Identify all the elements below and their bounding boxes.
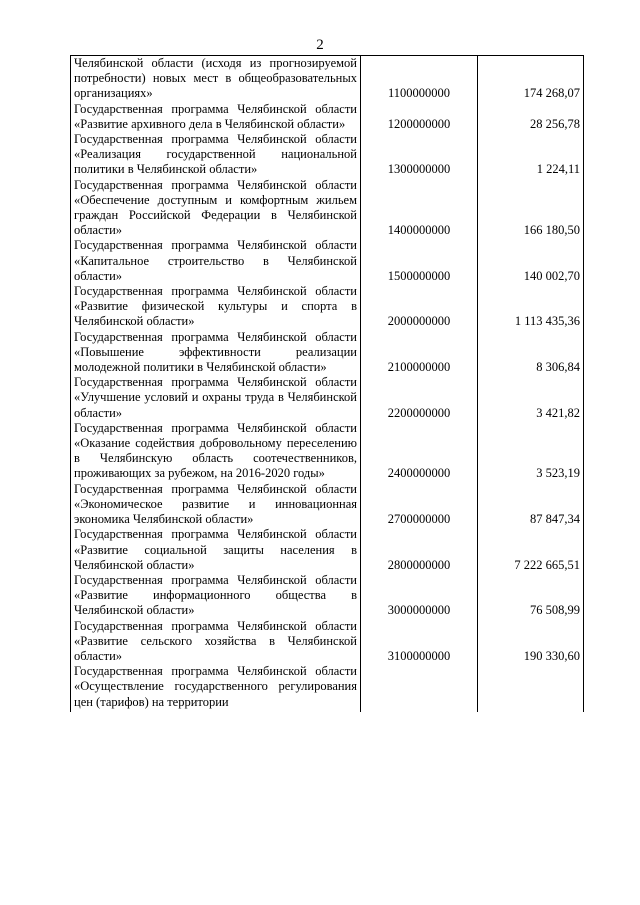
table-row — [71, 527, 584, 573]
program-amount: 1 224,11 — [478, 132, 584, 178]
program-amount: 87 847,34 — [478, 482, 584, 528]
program-name: Государственная программа Челябинской области «Развитие сельского хозяйства в Челябинской области» — [71, 619, 361, 665]
program-amount: 28 256,78 — [478, 102, 584, 132]
table-row — [71, 482, 584, 528]
program-code: 2100000000 — [361, 330, 478, 376]
table-row — [71, 132, 584, 178]
program-amount — [478, 664, 584, 712]
table-row — [71, 330, 584, 376]
program-amount: 8 306,84 — [478, 330, 584, 376]
program-code: 3100000000 — [361, 619, 478, 665]
table-row — [71, 573, 584, 619]
table-row — [71, 56, 584, 102]
program-code: 2200000000 — [361, 375, 478, 421]
program-name: Государственная программа Челябинской области «Повышение эффективности реализации молодежной политики в Челябинской области» — [71, 330, 361, 376]
program-code: 2800000000 — [361, 527, 478, 573]
program-amount: 76 508,99 — [478, 573, 584, 619]
budget-table-body — [71, 56, 584, 712]
program-name: Государственная программа Челябинской области «Капитальное строительство в Челябинской области» — [71, 238, 361, 284]
table-row — [71, 421, 584, 482]
program-name: Государственная программа Челябинской области «Улучшение условий и охраны труда в Челябинской области» — [71, 375, 361, 421]
program-code: 1500000000 — [361, 238, 478, 284]
program-code: 2700000000 — [361, 482, 478, 528]
program-code — [361, 664, 478, 712]
page-number: 2 — [316, 37, 324, 53]
program-amount: 3 421,82 — [478, 375, 584, 421]
program-code: 2000000000 — [361, 284, 478, 330]
program-name: Государственная программа Челябинской области «Развитие физической культуры и спорта в Челябинской области» — [71, 284, 361, 330]
program-name: Государственная программа Челябинской области «Реализация государственной национальной политики в Челябинской области» — [71, 132, 361, 178]
table-row — [71, 102, 584, 132]
program-amount: 3 523,19 — [478, 421, 584, 482]
table-row — [71, 238, 584, 284]
program-name: Государственная программа Челябинской области «Экономическое развитие и инновационная экономика Челябинской области» — [71, 482, 361, 528]
program-amount: 1 113 435,36 — [478, 284, 584, 330]
program-name: Государственная программа Челябинской области «Развитие социальной защиты населения в Челябинской области» — [71, 527, 361, 573]
program-name: Государственная программа Челябинской области «Обеспечение доступным и комфортным жильем граждан Российской Федерации в Челябинской области» — [71, 178, 361, 239]
table-row — [71, 284, 584, 330]
program-name: Государственная программа Челябинской области «Оказание содействия добровольному переселению в Челябинскую область соотечественников, проживающих за рубежом, на 2016-2020 годы» — [71, 421, 361, 482]
table-row — [71, 375, 584, 421]
program-amount: 7 222 665,51 — [478, 527, 584, 573]
program-code: 3000000000 — [361, 573, 478, 619]
program-name: Челябинской области (исходя из прогнозируемой потребности) новых мест в общеобразовательных организациях» — [71, 56, 361, 102]
program-amount: 140 002,70 — [478, 238, 584, 284]
program-name: Государственная программа Челябинской области «Развитие архивного дела в Челябинской области» — [71, 102, 361, 132]
program-code: 2400000000 — [361, 421, 478, 482]
program-amount: 174 268,07 — [478, 56, 584, 102]
table-row — [71, 178, 584, 239]
program-amount: 166 180,50 — [478, 178, 584, 239]
program-code: 1400000000 — [361, 178, 478, 239]
program-code: 1200000000 — [361, 102, 478, 132]
table-row — [71, 664, 584, 712]
program-name: Государственная программа Челябинской области «Развитие информационного общества в Челябинской области» — [71, 573, 361, 619]
budget-table — [70, 55, 584, 712]
program-name: Государственная программа Челябинской области «Осуществление государственного регулирования цен (тарифов) на территории — [71, 664, 361, 712]
program-code: 1300000000 — [361, 132, 478, 178]
table-row — [71, 619, 584, 665]
program-code: 1100000000 — [361, 56, 478, 102]
program-amount: 190 330,60 — [478, 619, 584, 665]
